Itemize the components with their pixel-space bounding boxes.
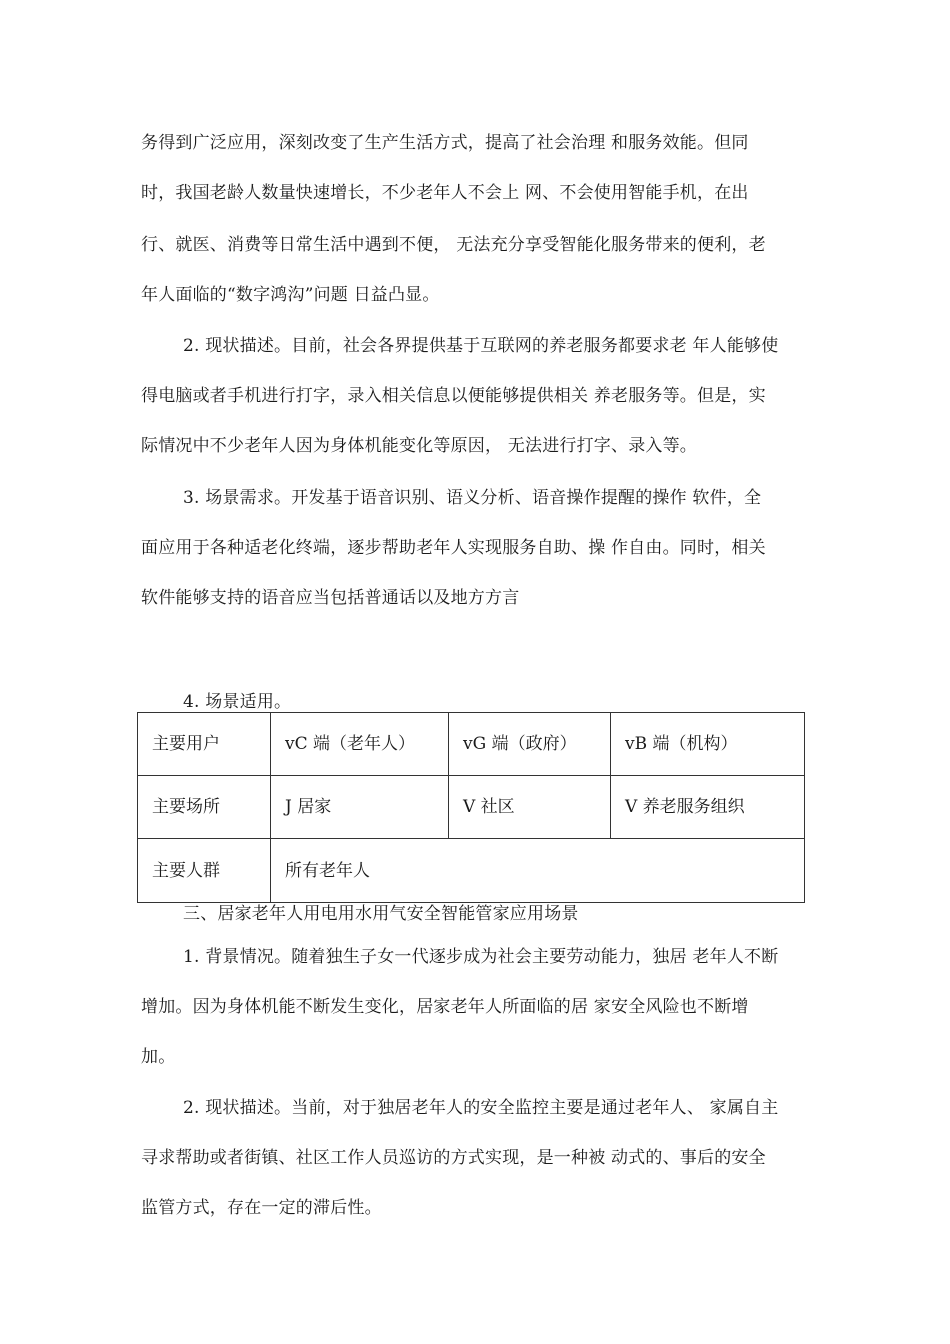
- paragraph-line: 2. 现状描述。目前，社会各界提供基于互联网的养老服务都要求老 年人能够使: [183, 336, 779, 356]
- paragraph-line: 际情况中不少老年人因为身体机能变化等原因， 无法进行打字、录入等。: [141, 436, 698, 456]
- table-row: [138, 713, 805, 776]
- paragraph-line: 行、就医、消费等日常生活中遇到不便， 无法充分享受智能化服务带来的便利，老: [141, 235, 766, 255]
- table-cell: V 养老服务组织: [611, 776, 805, 839]
- table-cell: vG 端（政府）: [449, 713, 611, 776]
- paragraph-line: 监管方式，存在一定的滞后性。: [141, 1198, 382, 1218]
- table-cell: 主要人群: [138, 839, 271, 903]
- paragraph-line: 1. 背景情况。随着独生子女一代逐步成为社会主要劳动能力，独居 老年人不断: [183, 947, 779, 967]
- paragraph-line: 3. 场景需求。开发基于语音识别、语义分析、语音操作提醒的操作 软件，全: [183, 488, 762, 508]
- section-heading: 三、居家老年人用电用水用气安全智能管家应用场景: [183, 904, 579, 924]
- paragraph-line: 时，我国老龄人数量快速增长，不少老年人不会上 网、不会使用智能手机，在出: [141, 183, 749, 203]
- paragraph-line: 年人面临的“数字鸿沟”问题 日益凸显。: [141, 285, 440, 305]
- paragraph-line: 增加。因为身体机能不断发生变化，居家老年人所面临的居 家安全风险也不断增: [141, 997, 749, 1017]
- table-cell: 所有老年人: [271, 839, 805, 903]
- paragraph-line: 软件能够支持的语音应当包括普通话以及地方方言: [141, 588, 520, 608]
- paragraph-line: 得电脑或者手机进行打字，录入相关信息以便能够提供相关 养老服务等。但是，实: [141, 386, 766, 406]
- table-cell: J 居家: [271, 776, 449, 839]
- table-cell: 主要场所: [138, 776, 271, 839]
- scenario-table: [137, 712, 805, 903]
- table-row: [138, 839, 805, 903]
- table-cell: 主要用户: [138, 713, 271, 776]
- paragraph-line: 2. 现状描述。当前，对于独居老年人的安全监控主要是通过老年人、 家属自主: [183, 1098, 779, 1118]
- table-cell: V 社区: [449, 776, 611, 839]
- paragraph-line: 加。: [141, 1047, 176, 1067]
- table-caption: 4. 场景适用。: [183, 692, 292, 712]
- paragraph-line: 务得到广泛应用，深刻改变了生产生活方式，提高了社会治理 和服务效能。但同: [141, 133, 749, 153]
- paragraph-line: 面应用于各种适老化终端，逐步帮助老年人实现服务自助、操 作自由。同时，相关: [141, 538, 766, 558]
- paragraph-line: 寻求帮助或者街镇、社区工作人员巡访的方式实现，是一种被 动式的、事后的安全: [141, 1148, 766, 1168]
- table-cell: vB 端（机构）: [611, 713, 805, 776]
- table-cell: vC 端（老年人）: [271, 713, 449, 776]
- table-row: [138, 776, 805, 839]
